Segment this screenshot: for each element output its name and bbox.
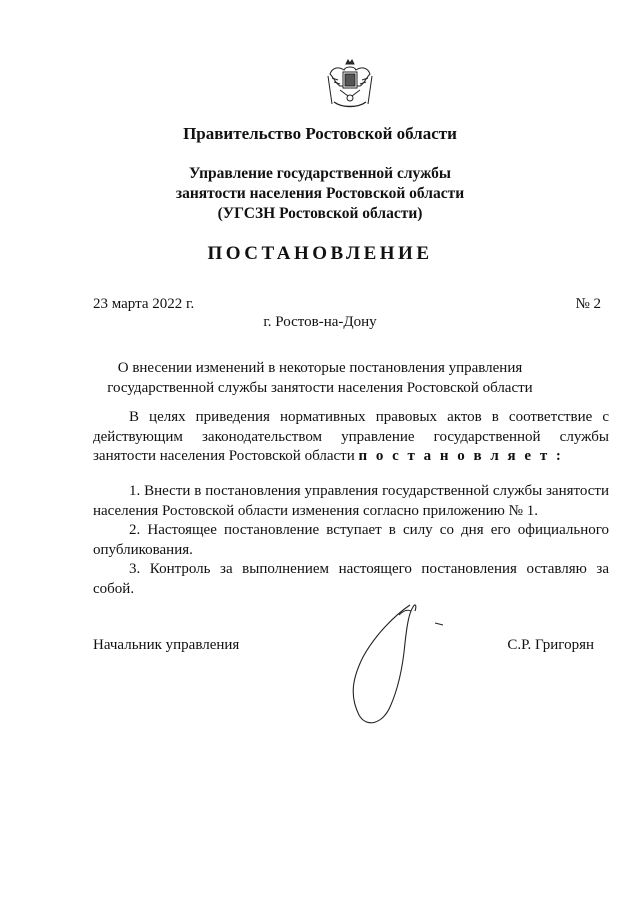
coat-of-arms-icon bbox=[326, 58, 374, 110]
department-line: (УГСЗН Ростовской области) bbox=[217, 205, 423, 222]
preamble-paragraph bbox=[93, 408, 609, 467]
resolution-item: 2. Настоящее постановление вступает в силу со дня его официального опубликования. bbox=[93, 522, 609, 558]
preamble-text: В целях приведения нормативных правовых актов в соответствие с действующим законодательством управление государственной службы занятости населения Ростовской области bbox=[93, 409, 609, 464]
document-date: 23 марта 2022 г. bbox=[93, 296, 195, 312]
resolution-item: 3. Контроль за выполнением настоящего постановления оставляю за собой. bbox=[93, 561, 609, 597]
government-title: Правительство Ростовской области bbox=[183, 124, 457, 143]
resolution-item: 1. Внести в постановления управления государственной службы занятости населения Ростовской области изменения согласно приложению № 1. bbox=[93, 483, 609, 519]
department-line: Управление государственной службы bbox=[189, 165, 451, 182]
subject-line: государственной службы занятости населения Ростовской области bbox=[107, 379, 533, 396]
subject-line: О внесении изменений в некоторые постановления управления bbox=[117, 360, 523, 376]
resolution-items bbox=[93, 482, 609, 599]
document-city: г. Ростов-на-Дону bbox=[263, 314, 377, 330]
handwritten-signature bbox=[335, 595, 465, 735]
signatory-position: Начальник управления bbox=[93, 637, 240, 653]
document-type-title: ПОСТАНОВЛЕНИЕ bbox=[207, 243, 433, 264]
signatory-name: С.Р. Григорян bbox=[507, 637, 594, 653]
document-number: № 2 bbox=[575, 296, 601, 312]
department-line: занятости населения Ростовской области bbox=[175, 185, 465, 202]
department-name bbox=[0, 164, 640, 224]
document-subject bbox=[0, 359, 640, 398]
resolves-keyword: п о с т а н о в л я е т : bbox=[358, 448, 564, 464]
